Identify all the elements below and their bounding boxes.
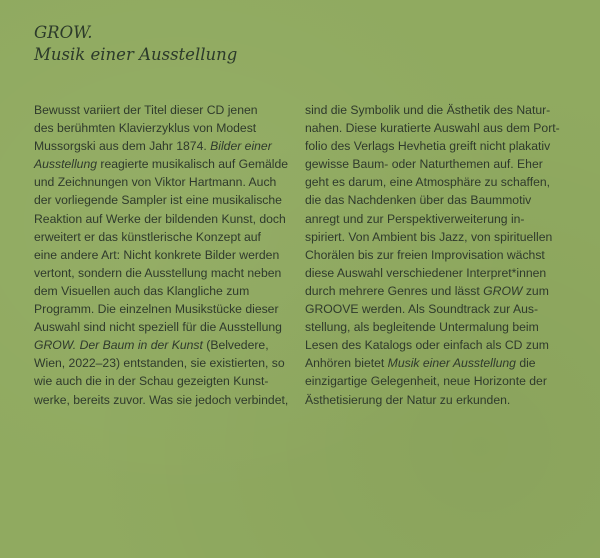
italic-title-text: GROW	[483, 283, 523, 298]
body-text: Wien, 2022–23) entstanden, sie existierten, so	[34, 356, 285, 371]
text-line	[305, 210, 565, 228]
text-line	[305, 372, 565, 390]
italic-title-text: Musik einer Ausstellung	[387, 356, 516, 371]
text-line	[305, 391, 565, 409]
body-text: dem Visuellen auch das Klangliche zum	[34, 283, 250, 298]
text-line	[34, 246, 286, 264]
text-line	[305, 300, 565, 318]
text-line	[34, 318, 286, 336]
body-text: durch mehrere Genres und lässt	[305, 283, 484, 298]
text-line	[34, 173, 286, 191]
body-text: zum	[522, 283, 549, 298]
body-text: spiriert. Von Ambient bis Jazz, von spirituellen	[305, 229, 553, 244]
text-line	[305, 155, 565, 173]
text-line	[34, 119, 286, 137]
body-text: Reaktion auf Werke der bildenden Kunst, doch	[34, 211, 286, 226]
text-line	[34, 191, 286, 209]
text-line	[34, 155, 289, 173]
text-line	[305, 137, 565, 155]
text-line	[305, 101, 565, 119]
text-column-left	[34, 101, 289, 409]
body-text: diese Auswahl verschiedener Interpret*innen	[305, 265, 547, 280]
body-text: der vorliegende Sampler ist eine musikalische	[34, 193, 282, 208]
text-line	[305, 119, 565, 137]
text-line	[34, 336, 286, 354]
text-line	[34, 210, 286, 228]
body-text: und Zeichnungen von Viktor Hartmann. Auch	[34, 175, 277, 190]
text-line	[34, 300, 286, 318]
body-text: gewisse Baum- oder Naturthemen auf. Eher	[305, 157, 543, 172]
body-text: einzigartige Gelegenheit, neue Horizonte der	[305, 374, 547, 389]
body-text: anregt und zur Perspektiverweiterung in-	[305, 211, 525, 226]
body-text: Bewusst variiert der Titel dieser CD jenen	[34, 103, 258, 117]
body-text: Anhören bietet	[305, 356, 388, 371]
text-line	[34, 282, 286, 300]
text-line	[305, 336, 565, 354]
body-text: Ästhetisierung der Natur zu erkunden.	[305, 392, 511, 407]
body-text: nahen. Diese kuratierte Auswahl aus dem Port-	[305, 121, 560, 136]
body-text: erweitert er das künstlerische Konzept auf	[34, 229, 261, 244]
title-line-1: GROW.	[34, 23, 93, 42]
text-line	[34, 228, 286, 246]
body-text: Auswahl sind nicht speziell für die Ausstellung	[34, 320, 282, 335]
body-text: des berühmten Klavierzyklus von Modest	[34, 121, 257, 136]
body-text: GROOVE werden. Als Soundtrack zur Aus-	[305, 302, 539, 317]
body-text: geht es darum, eine Atmosphäre zu schaffen,	[305, 175, 551, 190]
text-line	[305, 246, 565, 264]
page-title	[34, 22, 237, 66]
body-text: Mussorgski aus dem Jahr 1874.	[34, 139, 211, 154]
text-line	[34, 137, 286, 155]
body-text: reagierte musikalisch auf Gemälde	[97, 157, 289, 172]
body-text: Programm. Die einzelnen Musikstücke dieser	[34, 302, 279, 317]
body-text: die	[515, 356, 536, 371]
text-line	[305, 228, 565, 246]
text-line	[305, 173, 565, 191]
italic-title-text: Ausstellung	[34, 157, 98, 172]
text-line	[34, 264, 286, 282]
body-text: vertont, sondern die Ausstellung macht neben	[34, 265, 282, 280]
text-line	[34, 101, 286, 119]
text-line	[305, 264, 565, 282]
body-text: eine andere Art: Nicht konkrete Bilder werden	[34, 247, 280, 262]
body-text: die das Nachdenken über das Baummotiv	[305, 193, 532, 208]
text-line	[34, 354, 286, 372]
text-column-right	[305, 101, 565, 409]
body-text: folio des Verlags Hevhetia greift nicht plakativ	[305, 139, 551, 154]
text-line	[305, 318, 565, 336]
body-text: werke, bereits zuvor. Was sie jedoch verbindet,	[34, 392, 289, 407]
body-text: (Belvedere,	[202, 338, 269, 353]
body-text: sind die Symbolik und die Ästhetik des Natur-	[305, 103, 551, 117]
title-line-2: Musik einer Ausstellung	[34, 45, 238, 64]
body-text: stellung, als begleitende Untermalung beim	[305, 320, 539, 335]
italic-title-text: Bilder einer	[210, 139, 272, 154]
text-line	[34, 372, 286, 390]
body-text: Lesen des Katalogs oder einfach als CD zum	[305, 338, 549, 353]
text-line	[305, 354, 565, 372]
body-text: Chorälen bis zur freien Improvisation wächst	[305, 247, 545, 262]
italic-title-text: GROW. Der Baum in der Kunst	[34, 338, 203, 353]
text-line	[305, 282, 565, 300]
text-line	[34, 391, 289, 409]
text-line	[305, 191, 565, 209]
body-text: wie auch die in der Schau gezeigten Kunst-	[34, 374, 269, 389]
